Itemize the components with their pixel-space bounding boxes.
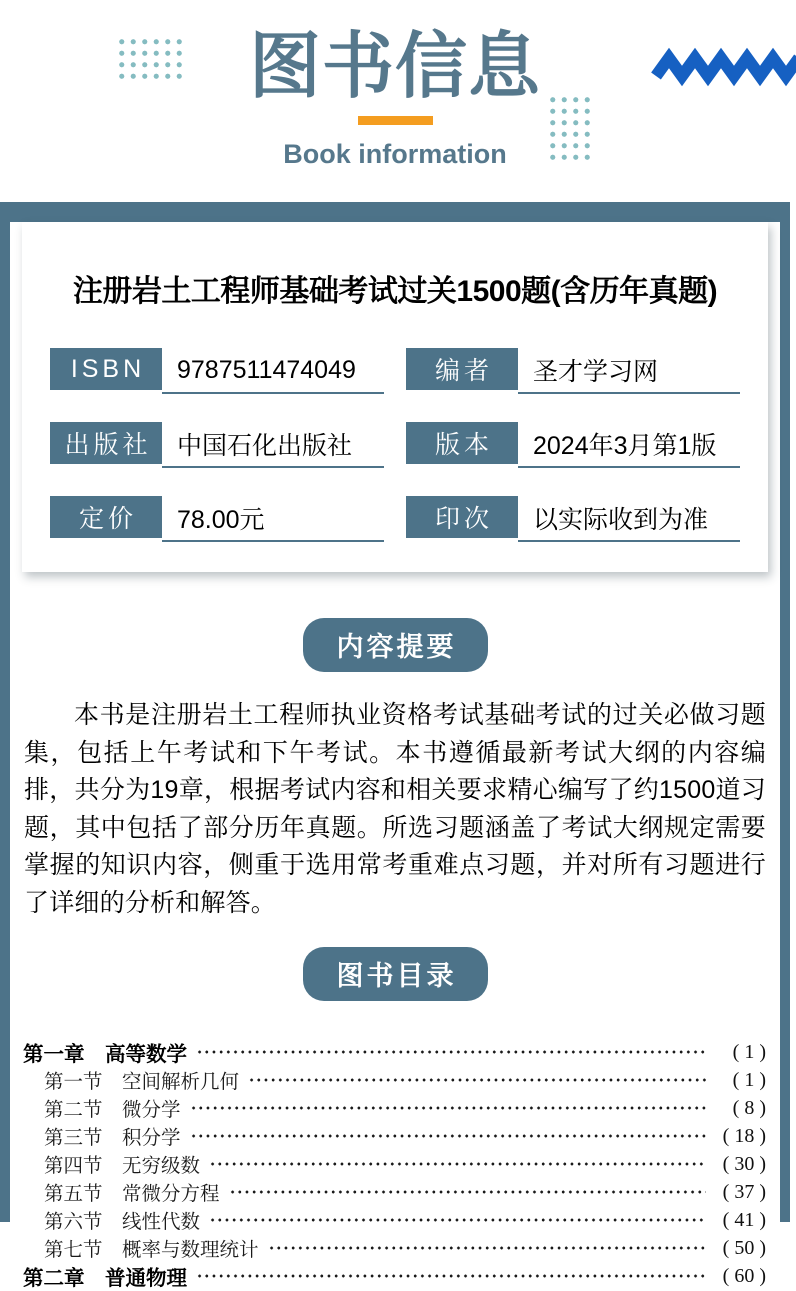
content-area xyxy=(10,222,780,1290)
field-label-isbn: ISBN xyxy=(50,348,162,390)
book-title: 注册岩土工程师基础考试过关1500题(含历年真题) xyxy=(72,275,718,308)
toc-page-number: ( 1 ) xyxy=(732,1068,766,1091)
summary-text: 本书是注册岩土工程师执业资格考试基础考试的过关必做习题集，包括上午考试和下午考试。本书遵循最新考试大纲的内容编排，共分为19章，根据考试内容和相关要求精心编写了约1500道习题，其中包括了部分历年真题。所选习题涵盖了考试大纲规定需要掌握的知识内容，侧重于选用常考重难点习题，并对所有习题进行了详细的分析和解答。 xyxy=(24,701,766,917)
toc-page-number: ( 37 ) xyxy=(722,1180,766,1203)
field-label-publisher: 出版社 xyxy=(50,422,162,464)
page-subtitle: Book information xyxy=(283,139,507,169)
toc-page-number: ( 18 ) xyxy=(722,1124,766,1147)
summary-badge: 内容提要 xyxy=(303,618,488,672)
dot-leader xyxy=(190,1094,706,1122)
dot-grid-decoration-right xyxy=(547,94,593,163)
field-publisher xyxy=(50,422,384,468)
dot-grid-decoration-left xyxy=(116,36,185,82)
dot-leader xyxy=(196,1262,706,1290)
field-printing xyxy=(406,496,740,542)
toc-item xyxy=(23,1066,766,1094)
catalog-badge: 图书目录 xyxy=(303,947,488,1001)
dot-leader xyxy=(209,1150,706,1178)
field-isbn xyxy=(50,348,384,394)
book-fields-grid xyxy=(50,348,740,542)
content-frame xyxy=(0,202,790,1290)
dot-leader xyxy=(209,1206,706,1234)
toc-item xyxy=(23,1094,766,1122)
toc-item xyxy=(23,1150,766,1178)
toc-page-number: ( 1 ) xyxy=(732,1040,766,1063)
toc-page-number: ( 30 ) xyxy=(722,1152,766,1175)
toc-item xyxy=(23,1122,766,1150)
field-label-printing: 印次 xyxy=(406,496,518,538)
zigzag-decoration xyxy=(654,50,796,84)
page-header xyxy=(0,0,790,202)
title-accent-bar xyxy=(358,116,433,125)
field-value-printing: 以实际收到为准 xyxy=(518,496,740,542)
toc-title: 第三节 积分学 xyxy=(44,1128,181,1149)
field-label-price: 定价 xyxy=(50,496,162,538)
dot-leader xyxy=(268,1234,706,1262)
field-price xyxy=(50,496,384,542)
catalog-section xyxy=(10,947,780,1290)
field-value-edition: 2024年3月第1版 xyxy=(518,422,740,468)
toc-page-number: ( 60 ) xyxy=(722,1264,766,1287)
dot-leader xyxy=(248,1066,706,1094)
toc-page-number: ( 50 ) xyxy=(722,1236,766,1259)
toc-title: 第七节 概率与数理统计 xyxy=(44,1240,259,1261)
field-value-publisher: 中国石化出版社 xyxy=(162,422,384,468)
toc-title: 第二章 普通物理 xyxy=(23,1267,187,1290)
toc-item xyxy=(23,1234,766,1262)
toc-item xyxy=(23,1178,766,1206)
toc-title: 第二节 微分学 xyxy=(44,1100,181,1121)
toc-title: 第一节 空间解析几何 xyxy=(44,1072,240,1093)
field-edition xyxy=(406,422,740,468)
toc-title: 第六节 线性代数 xyxy=(44,1212,201,1233)
table-of-contents xyxy=(23,1038,766,1290)
toc-title: 第五节 常微分方程 xyxy=(44,1184,220,1205)
toc-page-number: ( 8 ) xyxy=(732,1096,766,1119)
toc-item xyxy=(23,1038,766,1066)
dot-leader xyxy=(190,1122,706,1150)
dot-leader xyxy=(196,1038,706,1066)
summary-section xyxy=(10,618,780,922)
toc-item xyxy=(23,1262,766,1290)
toc-page-number: ( 41 ) xyxy=(722,1208,766,1231)
field-label-editor: 编者 xyxy=(406,348,518,390)
dot-leader xyxy=(229,1178,706,1206)
field-value-editor: 圣才学习网 xyxy=(518,348,740,394)
toc-title: 第四节 无穷级数 xyxy=(44,1156,201,1177)
field-value-isbn: 9787511474049 xyxy=(162,348,384,394)
field-value-price: 78.00元 xyxy=(162,496,384,542)
field-editor xyxy=(406,348,740,394)
toc-title: 第一章 高等数学 xyxy=(23,1043,187,1066)
book-info-card xyxy=(22,222,768,572)
page-title: 图书信息 xyxy=(248,27,541,107)
field-label-edition: 版本 xyxy=(406,422,518,464)
toc-item xyxy=(23,1206,766,1234)
